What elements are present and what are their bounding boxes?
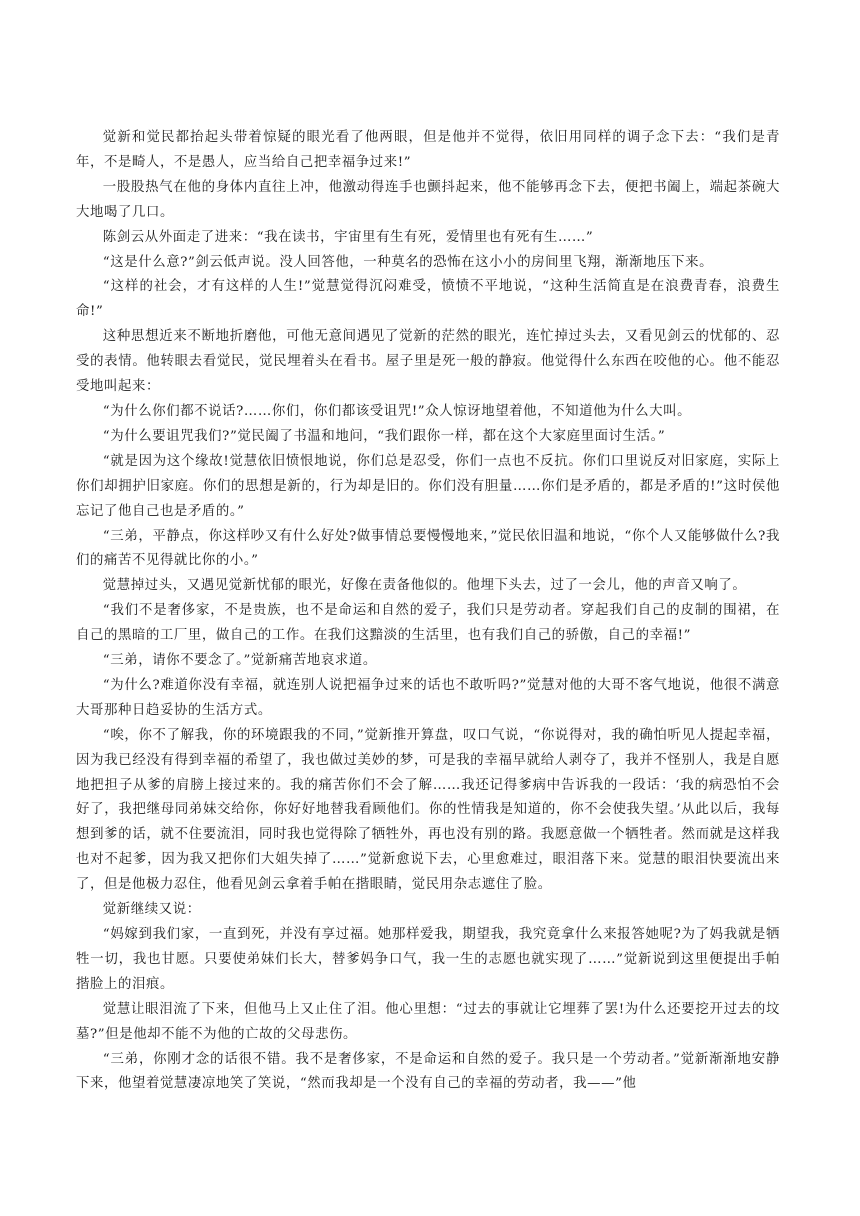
paragraph-7: “为什么你们都不说话?……你们，你们都该受诅咒!”众人惊讶地望着他，不知道他为什么大叫。 xyxy=(102,403,692,419)
paragraph-2: 一股股热气在他的身体内直往上冲，他激动得连手也颤抖起来，他不能够再念下去，便把书阖上，端起茶碗大大地喝了几口。 xyxy=(76,179,780,220)
paragraph-8: “为什么要诅咒我们?”觉民阖了书温和地问，“我们跟你一样，都在这个大家庭里面讨生活。” xyxy=(102,428,666,444)
paragraph-3: 陈剑云从外面走了进来：“我在读书，宇宙里有生有死，爱情里也有死有生……” xyxy=(102,229,594,245)
paragraph-10: “三弟，平静点，你这样吵又有什么好处?做事情总要慢慢地来，”觉民依旧温和地说，“你个人又能够做什么?我们的痛苦不见得就比你的小。” xyxy=(76,528,780,569)
paragraph-16: 觉新继续又说： xyxy=(102,902,201,918)
paragraph-13: “三弟，请你不要念了。”觉新痛苦地哀求道。 xyxy=(102,653,377,669)
paragraph-1: 觉新和觉民都抬起头带着惊疑的眼光看了他两眼，但是他并不觉得，依旧用同样的调子念下去：“我们是青年，不是畸人，不是愚人，应当给自己把幸福争过来!” xyxy=(76,130,780,170)
paragraph-18: 觉慧让眼泪流了下来，但他马上又止住了泪。他心里想：“过去的事就让它埋葬了罢!为什么还要挖开过去的坟墓?”但是他却不能不为他的亡故的父母悲伤。 xyxy=(76,1001,780,1042)
paragraph-19: “三弟，你刚才念的话很不错。我不是奢侈家，不是命运和自然的爱子。我只是一个劳动者。”觉新渐渐地安静下来，他望着觉慧凄凉地笑了笑说，“然而我却是一个没有自己的幸福的劳动者，我——”他 xyxy=(76,1051,780,1092)
paragraph-11: 觉慧掉过头，又遇见觉新忧郁的眼光，好像在责备他似的。他埋下头去，过了一会儿，他的声音又响了。 xyxy=(102,578,747,594)
paragraph-6: 这种思想近来不断地折磨他，可他无意间遇见了觉新的茫然的眼光，连忙掉过头去，又看见剑云的忧郁的、忍受的表情。他转眼去看觉民，觉民埋着头在看书。屋子里是死一般的静寂。他觉得什么东西在咬他的心。他不能忍受地叫起来： xyxy=(76,329,780,395)
paragraph-14: “为什么?难道你没有幸福，就连别人说把福争过来的话也不敢听吗?”觉慧对他的大哥不客气地说，他很不满意大哥那种日趋妥协的生活方式。 xyxy=(76,677,780,718)
paragraph-5: “这样的社会，才有这样的人生!”觉慧觉得沉闷难受，愤愤不平地说，“这种生活简直是在浪费青春，浪费生命!” xyxy=(76,279,780,320)
paragraph-17: “妈嫁到我们家，一直到死，并没有享过福。她那样爱我，期望我，我究竟拿什么来报答她呢?为了妈我就是牺牲一切，我也甘愿。只要使弟妹们长大，替爹妈争口气，我一生的志愿也就实现了……”觉新说到这里便提出手帕揩脸上的泪痕。 xyxy=(76,927,780,992)
paragraph-15: “唉，你不了解我，你的环境跟我的不同，”觉新推开算盘，叹口气说，“你说得对，我的确怕听见人提起幸福，因为我已经没有得到幸福的希望了，我也做过美妙的梦，可是我的幸福早就给人剥夺了，我并不怪别人，我是自愿地把担子从爹的肩膀上接过来的。我的痛苦你们不会了解……我还记得爹病中告诉我的一段话：‘我的病恐怕不会好了，我把继母同弟妹交给你，你好好地替我看顾他们。你的性情我是知道的，你不会使我失望。’从此以后，我每想到爹的话，就不住要流泪，同时我也觉得除了牺牲外，再也没有别的路。我愿意做一个牺牲者。然而就是这样我也对不起爹，因为我又把你们大姐失掉了……”觉新愈说下去，心里愈难过，眼泪落下来。觉慧的眼泪快要流出来了，但是他极力忍住，他看见剑云拿着手帕在揩眼睛，觉民用杂志遮住了脸。 xyxy=(76,727,780,893)
paragraph-9: “就是因为这个缘故!觉慧依旧愤恨地说，你们总是忍受，你们一点也不反抗。你们口里说反对旧家庭，实际上你们却拥护旧家庭。你们的思想是新的，行为却是旧的。你们没有胆量……你们是矛盾的，都是矛盾的!”这时侯他忘记了他自己也是矛盾的。” xyxy=(76,453,780,519)
document-body xyxy=(76,126,780,1097)
paragraph-4: “这是什么意?”剑云低声说。没人回答他，一种莫名的恐怖在这小小的房间里飞翔，渐渐地压下来。 xyxy=(102,254,714,270)
paragraph-12: “我们不是奢侈家，不是贵族，也不是命运和自然的爱子，我们只是劳动者。穿起我们自己的皮制的围裙，在自己的黑暗的工厂里，做自己的工作。在我们这黯淡的生活里，也有我们自己的骄傲，自己的幸福!” xyxy=(76,603,780,644)
